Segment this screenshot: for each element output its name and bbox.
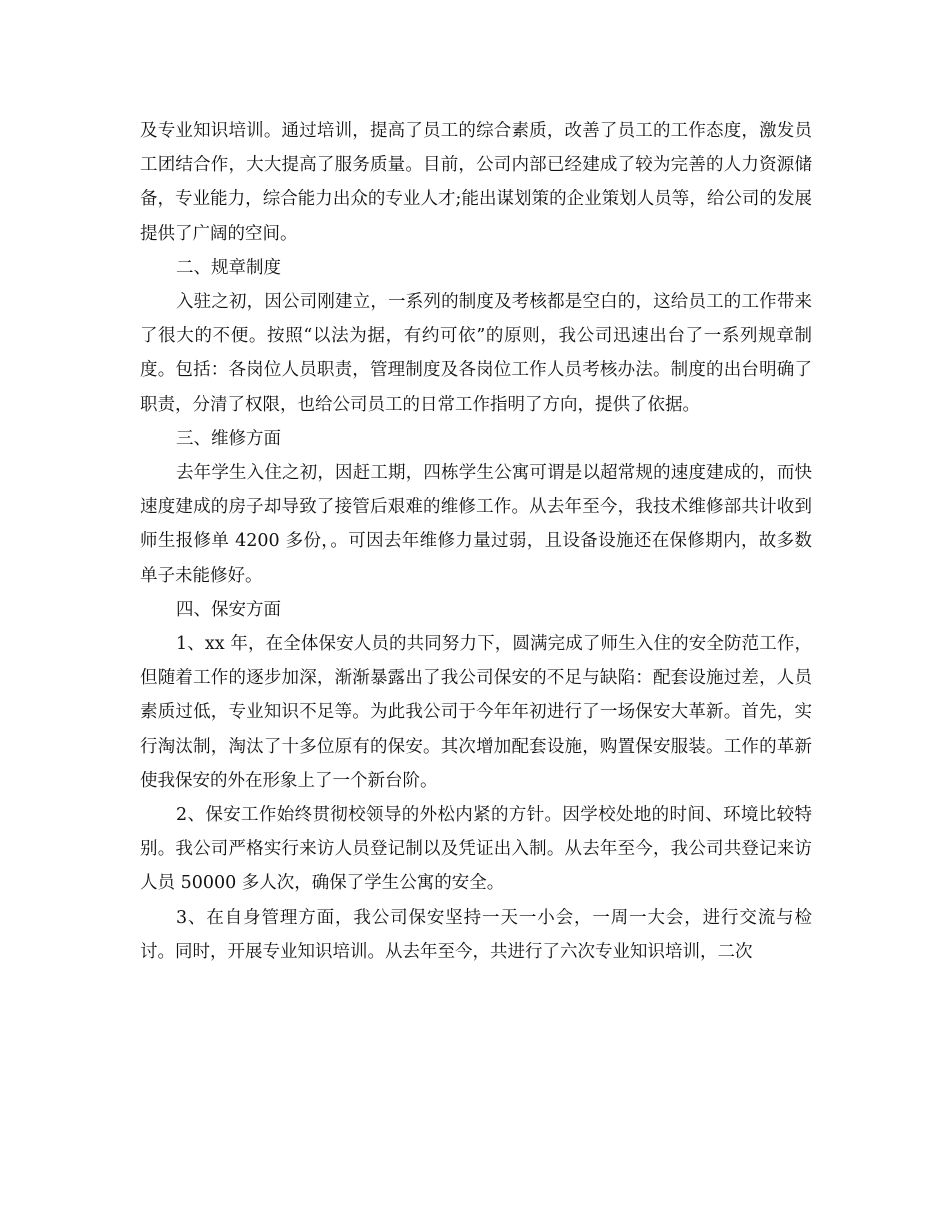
paragraph-regulations: 入驻之初，因公司刚建立，一系列的制度及考核都是空白的，这给员工的工作带来了很大的不便。按照“以法为据，有约可依”的原则，我公司迅速出台了一系列规章制度。包括：各岗位人员职责，管理制度及各岗位工作人员考核办法。制度的出台明确了职责，分清了权限，也给公司员工的日常工作指明了方向，提供了依据。 (140, 292, 812, 415)
paragraph-security-3: 3、在自身管理方面，我公司保安坚持一天一小会，一周一大会，进行交流与检讨。同时，开展专业知识培训。从去年至今，共进行了六次专业知识培训，二次 (140, 907, 812, 962)
section-heading-maintenance: 三、维修方面 (176, 428, 281, 449)
section-heading-regulations: 二、规章制度 (176, 257, 281, 278)
section-heading-security: 四、保安方面 (176, 599, 281, 620)
paragraph-maintenance: 去年学生入住之初，因赶工期，四栋学生公寓可谓是以超常规的速度建成的，而快速度建成的房子却导致了接管后艰难的维修工作。从去年至今，我技术维修部共计收到师生报修单 4200 多份，。可因去年维修力量过弱，且设备设施还在保修期内，故多数单子未能修好。 (140, 463, 812, 586)
paragraph-security-2: 2、保安工作始终贯彻校领导的外松内紧的方针。因学校处地的时间、环境比较特别。我公司严格实行来访人员登记制以及凭证出入制。从去年至今，我公司共登记来访人员 50000 多人次，确保了学生公寓的安全。 (140, 805, 812, 894)
paragraph-training-continued: 及专业知识培训。通过培训，提高了员工的综合素质，改善了员工的工作态度，激发员工团结合作，大大提高了服务质量。目前，公司内部已经建成了较为完善的人力资源储备，专业能力，综合能力出众的专业人才;能出谋划策的企业策划人员等，给公司的发展提供了广阔的空间。 (140, 121, 812, 244)
document-page (140, 114, 812, 969)
paragraph-security-1: 1、xx 年，在全体保安人员的共同努力下，圆满完成了师生入住的安全防范工作，但随着工作的逐步加深，渐渐暴露出了我公司保安的不足与缺陷：配套设施过差，人员素质过低，专业知识不足等。为此我公司于今年年初进行了一场保安大革新。首先，实行淘汰制，淘汰了十多位原有的保安。其次增加配套设施，购置保安服装。工作的革新使我保安的外在形象上了一个新台阶。 (140, 634, 812, 791)
